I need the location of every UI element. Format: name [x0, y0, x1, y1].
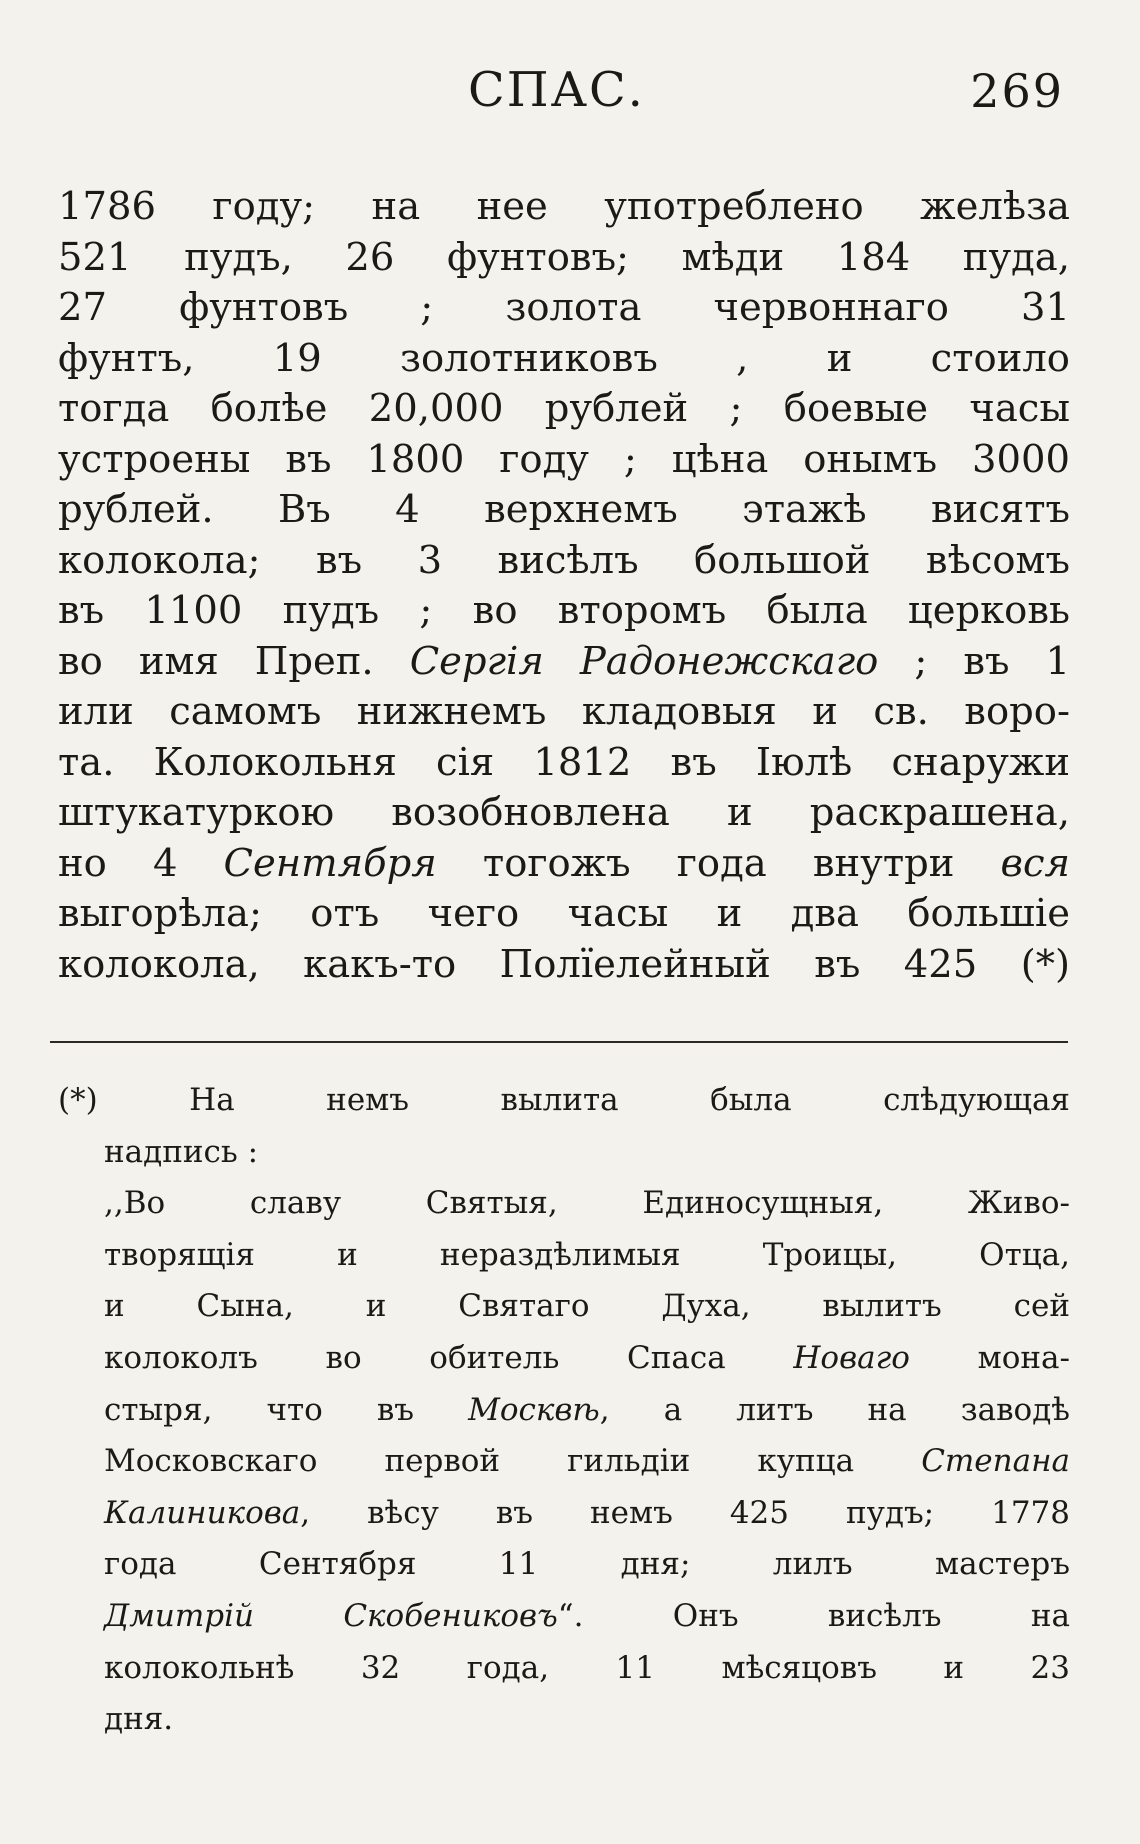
footnote-line	[58, 1333, 1070, 1385]
text-line: фунтъ, 19 золотниковъ , и стоило	[58, 335, 1070, 381]
text-fragment: стыря, что въ	[104, 1391, 469, 1428]
text-line: 521 пудъ, 26 фунтовъ; мѣди 184 пуда,	[58, 234, 1070, 280]
text-line: въ 1100 пудъ ; во второмъ была церковь	[58, 588, 1070, 633]
text-line-italic-month	[58, 839, 1070, 890]
text-fragment: , вѣсу въ немъ 425 пудъ; 1778	[300, 1494, 1070, 1531]
text-line: тогда болѣе 20,000 рублей ; боевые часы	[58, 386, 1070, 431]
footnote-line: надпись :	[104, 1133, 259, 1170]
text-fragment: но 4	[58, 840, 224, 886]
text-line-italic-name	[58, 637, 1070, 688]
italic-word: Калиникова	[104, 1494, 301, 1531]
text-line: колокола, какъ-то Полїелейный въ 425 (*)	[58, 941, 1070, 987]
italic-month: Сентября	[223, 840, 437, 886]
footnote-line: дня.	[104, 1701, 174, 1738]
text-fragment: во имя Преп.	[58, 638, 410, 684]
italic-name: Сергія Радонежскаго	[409, 638, 879, 684]
text-line: колокола; въ 3 висѣлъ большой вѣсомъ	[58, 537, 1070, 583]
footnote-divider	[50, 1041, 1068, 1043]
italic-name: Дмитрій Скобениковъ	[104, 1597, 558, 1634]
footnote-line	[58, 1436, 1070, 1488]
italic-word: Москвѣ	[468, 1391, 600, 1428]
text-line: устроены въ 1800 году ; цѣна онымъ 3000	[58, 436, 1070, 482]
footnote-line: ,,Во славу Святыя, Единосущныя, Живо-	[104, 1185, 1070, 1222]
main-text	[58, 182, 1070, 990]
text-fragment: мона-	[909, 1339, 1070, 1376]
italic-word: Степана	[921, 1443, 1070, 1480]
running-title: СПАС.	[468, 62, 645, 118]
text-line: выгорѣла; отъ чего часы и два большіе	[58, 891, 1070, 936]
page-number: 269	[970, 64, 1064, 118]
italic-word: вся	[1000, 840, 1071, 886]
text-fragment: “. Онъ висѣлъ на	[557, 1597, 1070, 1634]
italic-word: Новаго	[793, 1339, 910, 1376]
text-line: 1786 году; на нее употреблено желѣза	[58, 184, 1070, 229]
text-line: рублей. Въ 4 верхнемъ этажѣ висятъ	[58, 487, 1070, 532]
running-head	[0, 62, 1140, 132]
footnote-line	[58, 1488, 1070, 1540]
text-fragment: , а литъ на заводѣ	[599, 1391, 1070, 1428]
footnote-line: и Сына, и Святаго Духа, вылитъ сей	[104, 1288, 1070, 1325]
footnote-line: (*) На немъ вылита была слѣдующая	[58, 1082, 1070, 1118]
footnote-line: творящія и нераздѣлимыя Троицы, Отца,	[104, 1236, 1070, 1273]
text-fragment: тогожъ года внутри	[436, 840, 1001, 886]
footnote-line	[58, 1385, 1070, 1437]
text-fragment: ; въ 1	[878, 638, 1071, 684]
text-line: штукатуркою возобновлена и раскрашена,	[58, 790, 1070, 835]
footnote-line	[58, 1591, 1070, 1643]
text-fragment: колоколъ во обитель Спаса	[104, 1339, 794, 1376]
footnote-line: колокольнѣ 32 года, 11 мѣсяцовъ и 23	[104, 1649, 1070, 1686]
text-fragment: Московскаго первой гильдіи купца	[104, 1443, 922, 1480]
text-line: 27 фунтовъ ; золота червоннаго 31	[58, 285, 1070, 330]
text-line: та. Колокольня сія 1812 въ Іюлѣ снаружи	[58, 739, 1070, 785]
footnote	[58, 1075, 1070, 1746]
footnote-line: года Сентября 11 дня; лилъ мастеръ	[104, 1546, 1070, 1583]
text-line: или самомъ нижнемъ кладовыя и св. воро-	[58, 689, 1070, 734]
